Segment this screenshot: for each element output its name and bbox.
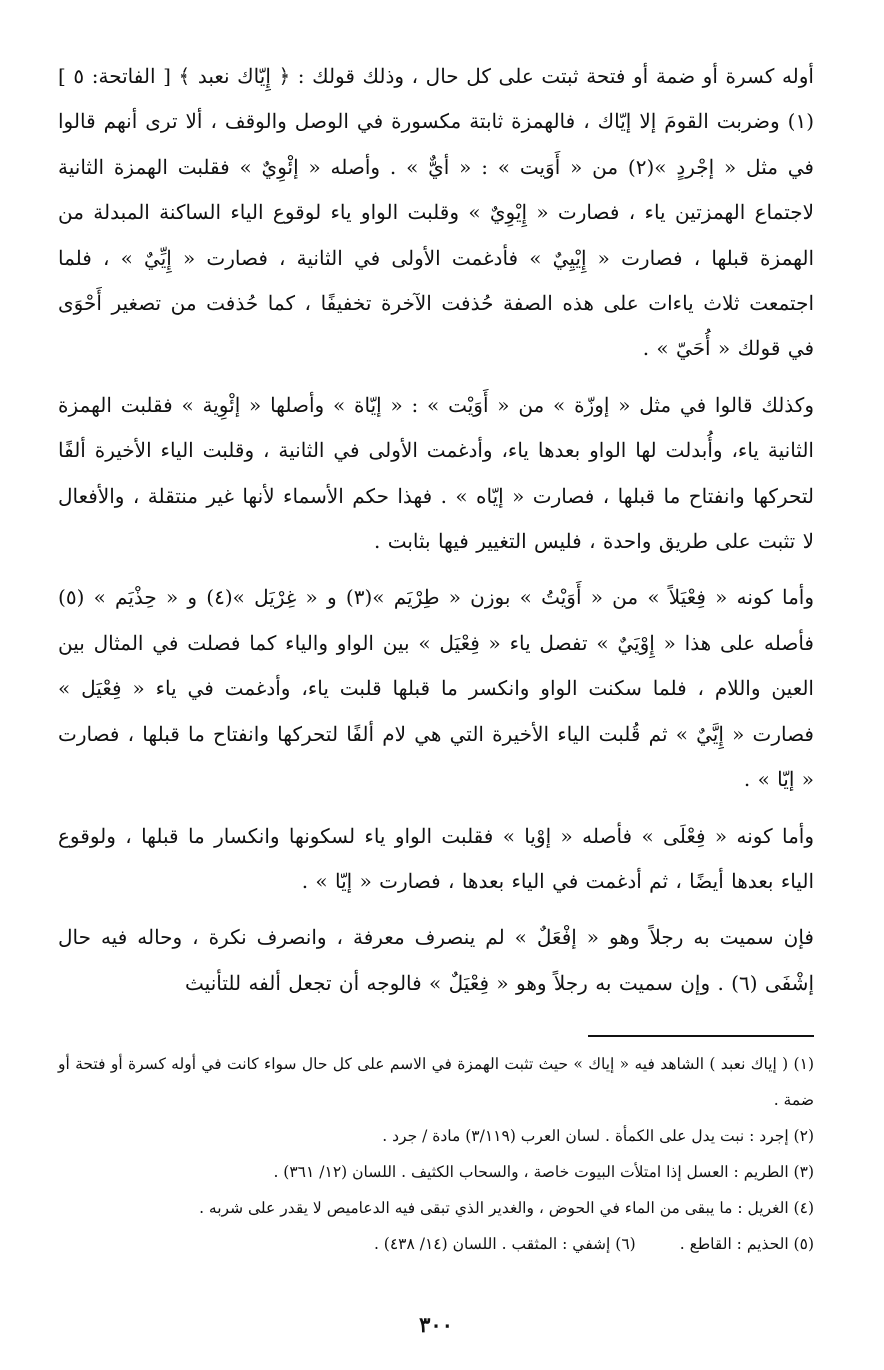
main-text xyxy=(58,54,814,1006)
footnote-4: (٤) الغريل : ما يبقى من الماء في الحوض ، والغدير الذي تبقى فيه الدعاميص لا يقدر على شربه . xyxy=(199,1199,814,1217)
footnote-separator xyxy=(588,1035,814,1037)
footnote-2: (٢) إجرد : نبت يدل على الكمأة . لسان العرب (٣/١١٩) مادة / جرد . xyxy=(382,1127,814,1145)
footnote-row xyxy=(58,1226,814,1262)
footnotes xyxy=(58,1046,814,1262)
paragraph-2: وكذلك قالوا في مثل « إوزّة » من « أَوَيْت » : « إيّاة » وأصلها « إئْوِية » فقلبت الهمزة الثانية ياء، وأُبدلت لها الواو بعدها ياء، وأدغمت الأولى في الثانية ، وقلبت الياء الأخيرة ألفًا لتحركها وانفتاح ما قبلها ، فصارت « إيّاه » . فهذا حكم الأسماء لأنها غير منتقلة ، والأفعال لا تثبت على طريق واحدة ، فليس التغيير فيها بثابت . xyxy=(58,392,814,554)
paragraph-4: وأما كونه « فِعْلَى » فأصله « إوْيا » فقلبت الواو ياء لسكونها وانكسار ما قبلها ، ولوقوع الياء بعدها أيضًا ، ثم أدغمت في الياء بعدها ، فصارت « إيّا » . xyxy=(58,823,814,893)
footnote-5: (٥) الحذيم : القاطع . xyxy=(679,1235,814,1253)
footnote-6: (٦) إشفي : المثقب . اللسان (١٤/ ٤٣٨) . xyxy=(373,1235,636,1253)
paragraph-1: أوله كسرة أو ضمة أو فتحة ثبتت على كل حال ، وذلك قولك : ﴿ إِيّاك نعبد ﴾ [ الفاتحة: ٥ ](١) وضربت القومَ إلا إيّاك ، فالهمزة ثابتة مكسورة في الوصل والوقف ، ألا ترى أنهم قالوا في مثل « إجْردٍ »(٢) من « أَوَيت » : « أيٌّ » . وأصله « إئْوِيٌ » فقلبت الهمزة الثانية لاجتماع الهمزتين ياء ، فصارت « إِيْوِيٌ » وقلبت الواو ياء لوقوع الياء الساكنة المبدلة من الهمزة قبلها ، فصارت « إِيْيِيٌ » فأدغمت الأولى في الثانية ، فصارت « إِيِّيٌ » ، فلما اجتمعت ثلاث ياءات على هذه الصفة حُذفت الآخرة تخفيفًا ، كما حُذفت من تصغير أَحْوَى في قولك « أُحَيّ » . xyxy=(58,64,814,361)
paragraph-5: فإن سميت به رجلاً وهو « إفْعَلٌ » لم ينصرف معرفة ، وانصرف نكرة ، وحاله فيه حال إشْفَى (٦) . وإن سميت به رجلاً وهو « فِعْيَلٌ » فالوجه أن تجعل ألفه للتأنيث xyxy=(58,925,814,995)
book-page xyxy=(58,0,814,1370)
footnote-3: (٣) الطريم : العسل إذا امتلأت البيوت خاصة ، والسحاب الكثيف . اللسان (١٢/ ٣٦١) . xyxy=(273,1163,814,1181)
paragraph-3: وأما كونه « فِعْيَلاً » من « أَوَيْتُ » بوزن « طِرْيَم »(٣) و « غِرْيَل »(٤) و « حِذْيَم » (٥) فأصله على هذا « إِوْيَيٌ » تفصل ياء « فِعْيَل » بين الواو والياء كما فصلت في المثال بين العين واللام ، فلما سكنت الواو وانكسر ما قبلها قلبت ياء، وأدغمت في ياء « فِعْيَل » فصارت « إِيَّيٌ » ثم قُلبت الياء الأخيرة التي هي لام ألفًا لتحركها وانفتاح ما قبلها ، فصارت « إيّا » . xyxy=(58,585,815,792)
page-number: ٣٠٠ xyxy=(419,1312,453,1337)
footnote-1: (١) ( إياك نعبد ) الشاهد فيه « إياك » حيث تثبت الهمزة في الاسم على كل حال سواء كانت في أوله كسرة أو فتحة أو ضمة . xyxy=(58,1055,814,1109)
